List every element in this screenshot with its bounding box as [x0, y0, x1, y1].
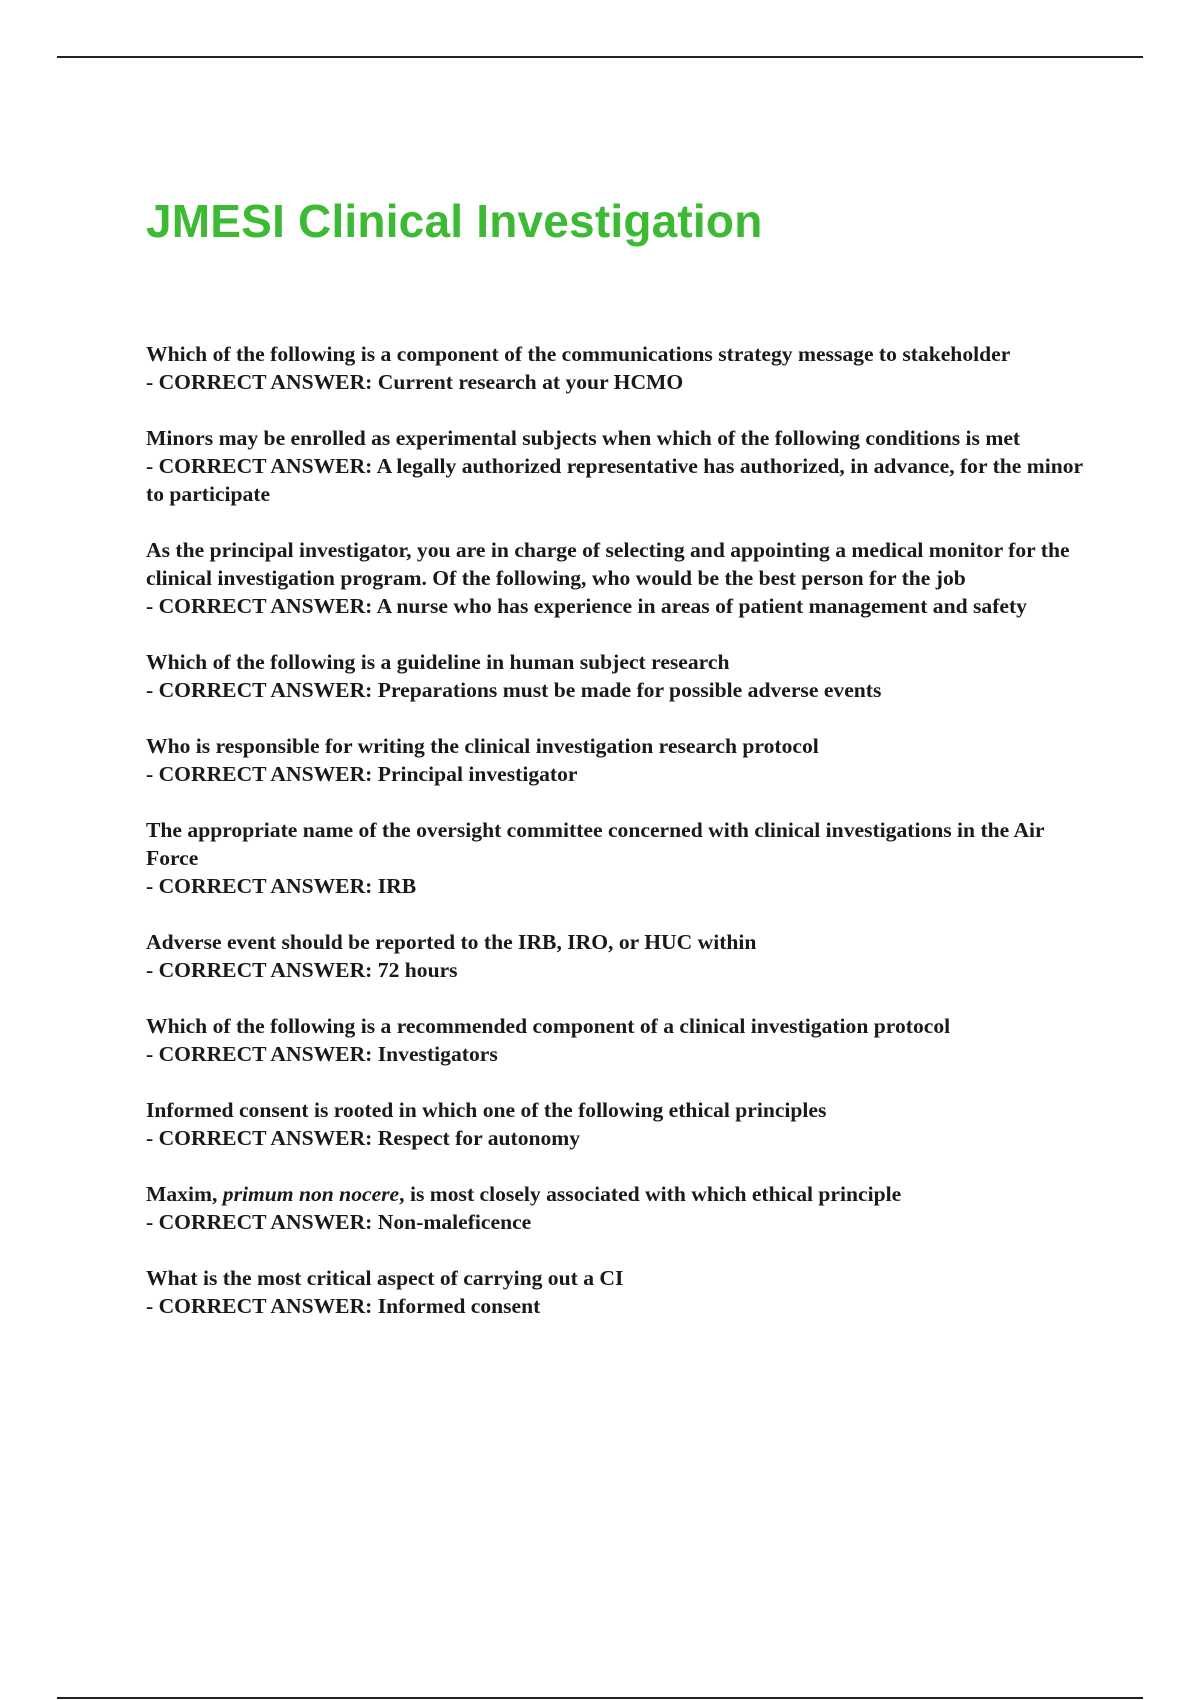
answer-text: Investigators: [377, 1042, 498, 1066]
question-text: Adverse event should be reported to the IRB, IRO, or HUC within: [146, 930, 757, 954]
answer-text: A legally authorized representative has authorized, in advance, for the minor to participate: [146, 454, 1083, 506]
answer-prefix: - CORRECT ANSWER:: [146, 594, 377, 618]
answer-prefix: - CORRECT ANSWER:: [146, 678, 378, 702]
answer-line: [146, 760, 1086, 788]
answer-text: A nurse who has experience in areas of patient management and safety: [376, 594, 1027, 618]
question-text: Informed consent is rooted in which one of the following ethical principles: [146, 1098, 827, 1122]
question-text-after: , is most closely associated with which ethical principle: [399, 1182, 902, 1206]
question-text: As the principal investigator, you are in charge of selecting and appointing a medical monitor for the clinical investigation program. Of the following, who would be the best person for the job: [146, 538, 1070, 590]
question-text: Which of the following is a recommended component of a clinical investigation protocol: [146, 1014, 951, 1038]
qa-list: [146, 340, 1086, 1348]
qa-item: [146, 648, 1086, 704]
question-text: [146, 1180, 1086, 1208]
answer-text: Principal investigator: [377, 762, 578, 786]
question-text: Who is responsible for writing the clinical investigation research protocol: [146, 734, 819, 758]
answer-prefix: - CORRECT ANSWER:: [146, 1210, 378, 1234]
question-text: Which of the following is a component of the communications strategy message to stakeholder: [146, 342, 1011, 366]
answer-line: [146, 1040, 1086, 1068]
answer-prefix: - CORRECT ANSWER:: [146, 1042, 378, 1066]
answer-line: [146, 1292, 1086, 1320]
qa-item: [146, 816, 1086, 900]
answer-text: IRB: [377, 874, 417, 898]
answer-text: Respect for autonomy: [377, 1126, 581, 1150]
qa-item: [146, 1096, 1086, 1152]
qa-item: [146, 1180, 1086, 1236]
answer-prefix: - CORRECT ANSWER:: [146, 874, 378, 898]
answer-text: Preparations must be made for possible adverse events: [377, 678, 882, 702]
answer-line: [146, 872, 1086, 900]
qa-item: [146, 424, 1086, 508]
qa-item: [146, 928, 1086, 984]
top-rule: [57, 56, 1143, 58]
answer-line: [146, 1208, 1086, 1236]
question-text-italic: primum non nocere: [222, 1182, 400, 1206]
answer-text: Non-maleficence: [377, 1210, 532, 1234]
qa-item: [146, 1264, 1086, 1320]
question-text: Which of the following is a guideline in human subject research: [146, 650, 730, 674]
question-text-before: Maxim,: [146, 1182, 223, 1206]
answer-line: [146, 592, 1086, 620]
answer-prefix: - CORRECT ANSWER:: [146, 958, 378, 982]
answer-text: Current research at your HCMO: [377, 370, 684, 394]
bottom-rule: [57, 1697, 1143, 1699]
qa-item: [146, 732, 1086, 788]
answer-prefix: - CORRECT ANSWER:: [146, 370, 378, 394]
qa-item: [146, 340, 1086, 396]
answer-text: 72 hours: [377, 958, 458, 982]
answer-line: [146, 452, 1086, 508]
answer-line: [146, 368, 1086, 396]
answer-line: [146, 956, 1086, 984]
answer-text: Informed consent: [377, 1294, 541, 1318]
document-title: JMESI Clinical Investigation: [146, 195, 763, 247]
answer-prefix: - CORRECT ANSWER:: [146, 1126, 378, 1150]
question-text: The appropriate name of the oversight committee concerned with clinical investigations in the Air Force: [146, 818, 1045, 870]
answer-prefix: - CORRECT ANSWER:: [146, 762, 378, 786]
answer-line: [146, 676, 1086, 704]
answer-line: [146, 1124, 1086, 1152]
question-text: What is the most critical aspect of carrying out a CI: [146, 1266, 624, 1290]
qa-item: [146, 536, 1086, 620]
answer-prefix: - CORRECT ANSWER:: [146, 1294, 378, 1318]
question-text: Minors may be enrolled as experimental subjects when which of the following conditions is met: [146, 426, 1021, 450]
answer-prefix: - CORRECT ANSWER:: [146, 454, 377, 478]
qa-item: [146, 1012, 1086, 1068]
